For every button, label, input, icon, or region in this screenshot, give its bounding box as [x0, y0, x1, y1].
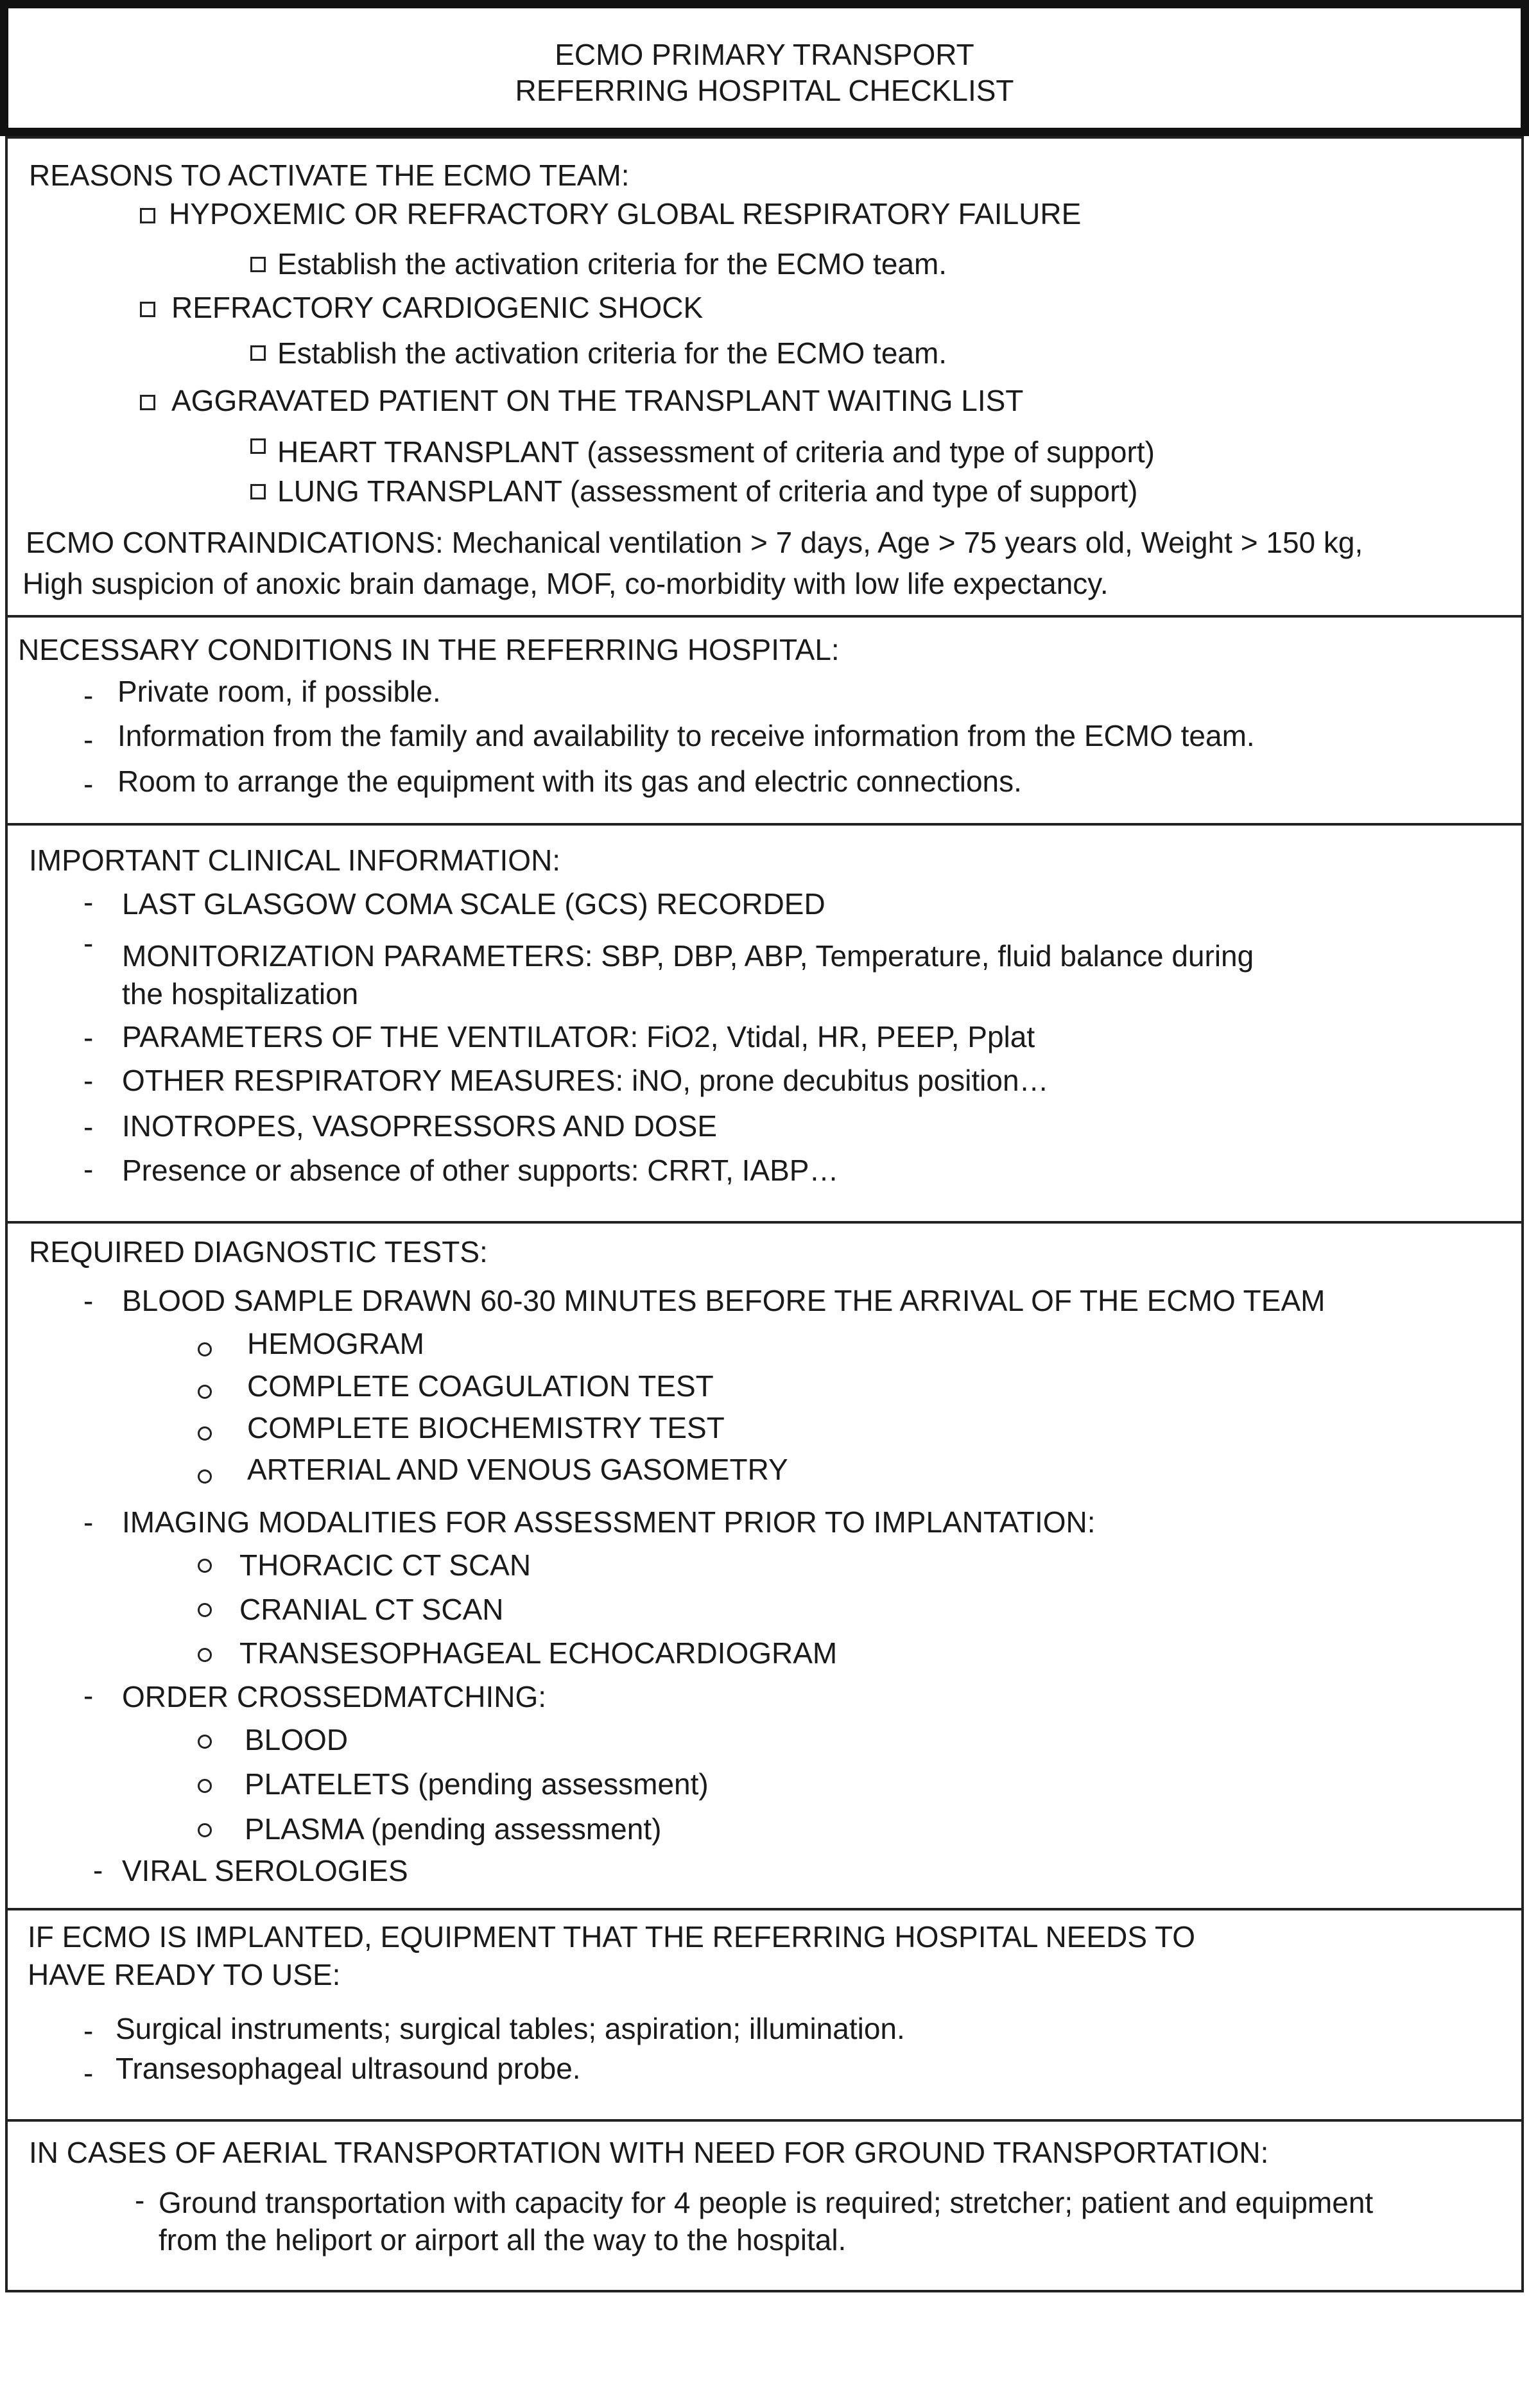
- cardiogenic-criteria-label: Establish the activation criteria for the ECMO team.: [277, 336, 947, 370]
- cardiogenic-criteria-checkbox[interactable]: [250, 345, 266, 361]
- plasma-label: PLASMA (pending assessment): [245, 1812, 662, 1846]
- conditions-dash-3: -: [83, 767, 94, 801]
- cranial-ct-label: CRANIAL CT SCAN: [239, 1593, 504, 1626]
- clinical-dash-3: -: [83, 1021, 94, 1054]
- clinical-supports: Presence or absence of other supports: CRRT, IABP…: [122, 1154, 839, 1187]
- equipment-dash-2: -: [83, 2056, 94, 2090]
- cardiogenic-checkbox[interactable]: [140, 302, 155, 317]
- diagnostic-section: [5, 1221, 1524, 1910]
- hypoxemic-label: HYPOXEMIC OR REFRACTORY GLOBAL RESPIRATORY FAILURE: [169, 197, 1082, 230]
- clinical-monitor-line-1: MONITORIZATION PARAMETERS: SBP, DBP, ABP, Temperature, fluid balance during: [122, 939, 1254, 973]
- conditions-dash-2: -: [83, 723, 94, 756]
- blood-heading: BLOOD SAMPLE DRAWN 60-30 MINUTES BEFORE THE ARRIVAL OF THE ECMO TEAM: [122, 1284, 1326, 1317]
- biochemistry-bullet: [198, 1426, 212, 1441]
- hemogram-bullet: [198, 1342, 212, 1356]
- equipment-heading-line-1: IF ECMO IS IMPLANTED, EQUIPMENT THAT THE REFERRING HOSPITAL NEEDS TO: [28, 1920, 1195, 1953]
- clinical-ventilator: PARAMETERS OF THE VENTILATOR: FiO2, Vtidal, HR, PEEP, Pplat: [122, 1020, 1035, 1053]
- equipment-item-2: Transesophageal ultrasound probe.: [116, 2052, 581, 2085]
- aerial-heading: IN CASES OF AERIAL TRANSPORTATION WITH NEED FOR GROUND TRANSPORTATION:: [29, 2136, 1269, 2169]
- clinical-dash-5: -: [83, 1110, 94, 1143]
- diagnostic-heading: REQUIRED DIAGNOSTIC TESTS:: [29, 1235, 488, 1269]
- gasometry-bullet: [198, 1469, 212, 1484]
- conditions-heading: NECESSARY CONDITIONS IN THE REFERRING HOSPITAL:: [18, 633, 840, 666]
- contraindications-line-1: ECMO CONTRAINDICATIONS: Mechanical ventilation > 7 days, Age > 75 years old, Weight > 150 kg,: [26, 526, 1363, 559]
- conditions-item-2: Information from the family and availability to receive information from the ECMO team.: [117, 719, 1255, 752]
- conditions-item-1: Private room, if possible.: [117, 675, 441, 708]
- aerial-dash: -: [135, 2183, 145, 2217]
- transplant-checkbox[interactable]: [140, 395, 155, 410]
- clinical-dash-4: -: [83, 1064, 94, 1097]
- imaging-dash: -: [83, 1505, 94, 1539]
- blood-bullet: [198, 1735, 212, 1749]
- echocardiogram-bullet: [198, 1648, 212, 1662]
- cardiogenic-label: REFRACTORY CARDIOGENIC SHOCK: [171, 291, 704, 324]
- reasons-heading: REASONS TO ACTIVATE THE ECMO TEAM:: [29, 159, 630, 192]
- echocardiogram-label: TRANSESOPHAGEAL ECHOCARDIOGRAM: [239, 1636, 838, 1670]
- hypoxemic-criteria-checkbox[interactable]: [250, 257, 266, 272]
- equipment-dash-1: -: [83, 2014, 94, 2047]
- clinical-respiratory: OTHER RESPIRATORY MEASURES: iNO, prone decubitus position…: [122, 1064, 1049, 1097]
- coagulation-bullet: [198, 1385, 212, 1399]
- imaging-heading: IMAGING MODALITIES FOR ASSESSMENT PRIOR TO IMPLANTATION:: [122, 1505, 1096, 1539]
- biochemistry-label: COMPLETE BIOCHEMISTRY TEST: [247, 1411, 725, 1444]
- title-line-2: REFERRING HOSPITAL CHECKLIST: [515, 74, 1014, 107]
- gasometry-label: ARTERIAL AND VENOUS GASOMETRY: [247, 1453, 788, 1486]
- aerial-item-line-1: Ground transportation with capacity for 4 people is required; stretcher; patient and equipment: [159, 2186, 1374, 2219]
- cranial-ct-bullet: [198, 1603, 212, 1617]
- contraindications-line-2: High suspicion of anoxic brain damage, MOF, co-morbidity with low life expectancy.: [22, 567, 1109, 600]
- heart-transplant-label: HEART TRANSPLANT (assessment of criteria and type of support): [277, 435, 1155, 469]
- viral-label: VIRAL SEROLOGIES: [122, 1854, 408, 1887]
- hemogram-label: HEMOGRAM: [247, 1327, 424, 1360]
- title-box: [0, 0, 1529, 136]
- crossmatch-dash: -: [83, 1679, 94, 1712]
- viral-dash: -: [93, 1853, 103, 1887]
- blood-dash: -: [83, 1284, 94, 1317]
- clinical-inotropes: INOTROPES, VASOPRESSORS AND DOSE: [122, 1109, 718, 1143]
- conditions-dash-1: -: [83, 679, 94, 712]
- clinical-heading: IMPORTANT CLINICAL INFORMATION:: [29, 844, 561, 877]
- platelets-bullet: [198, 1779, 212, 1793]
- equipment-heading-line-2: HAVE READY TO USE:: [28, 1958, 341, 1991]
- clinical-dash-6: -: [83, 1152, 94, 1186]
- coagulation-label: COMPLETE COAGULATION TEST: [247, 1369, 714, 1403]
- clinical-monitor-line-2: the hospitalization: [122, 977, 359, 1010]
- plasma-bullet: [198, 1823, 212, 1837]
- platelets-label: PLATELETS (pending assessment): [245, 1767, 709, 1801]
- hypoxemic-criteria-label: Establish the activation criteria for the ECMO team.: [277, 247, 947, 281]
- clinical-gcs: LAST GLASGOW COMA SCALE (GCS) RECORDED: [122, 887, 825, 921]
- crossmatch-heading: ORDER CROSSEDMATCHING:: [122, 1680, 547, 1713]
- blood-label: BLOOD: [245, 1723, 349, 1756]
- clinical-dash-1: -: [83, 885, 94, 919]
- thoracic-ct-label: THORACIC CT SCAN: [239, 1548, 531, 1582]
- clinical-dash-2: -: [83, 926, 94, 960]
- hypoxemic-checkbox[interactable]: [140, 208, 155, 223]
- equipment-item-1: Surgical instruments; surgical tables; aspiration; illumination.: [116, 2012, 905, 2045]
- transplant-label: AGGRAVATED PATIENT ON THE TRANSPLANT WAITING LIST: [171, 384, 1024, 417]
- lung-transplant-checkbox[interactable]: [250, 484, 266, 499]
- conditions-item-3: Room to arrange the equipment with its gas and electric connections.: [117, 765, 1022, 798]
- thoracic-ct-bullet: [198, 1559, 212, 1573]
- title-line-1: ECMO PRIMARY TRANSPORT: [555, 38, 974, 71]
- lung-transplant-label: LUNG TRANSPLANT (assessment of criteria and type of support): [277, 474, 1138, 508]
- aerial-item-line-2: from the heliport or airport all the way to the hospital.: [159, 2223, 847, 2256]
- heart-transplant-checkbox[interactable]: [250, 438, 266, 454]
